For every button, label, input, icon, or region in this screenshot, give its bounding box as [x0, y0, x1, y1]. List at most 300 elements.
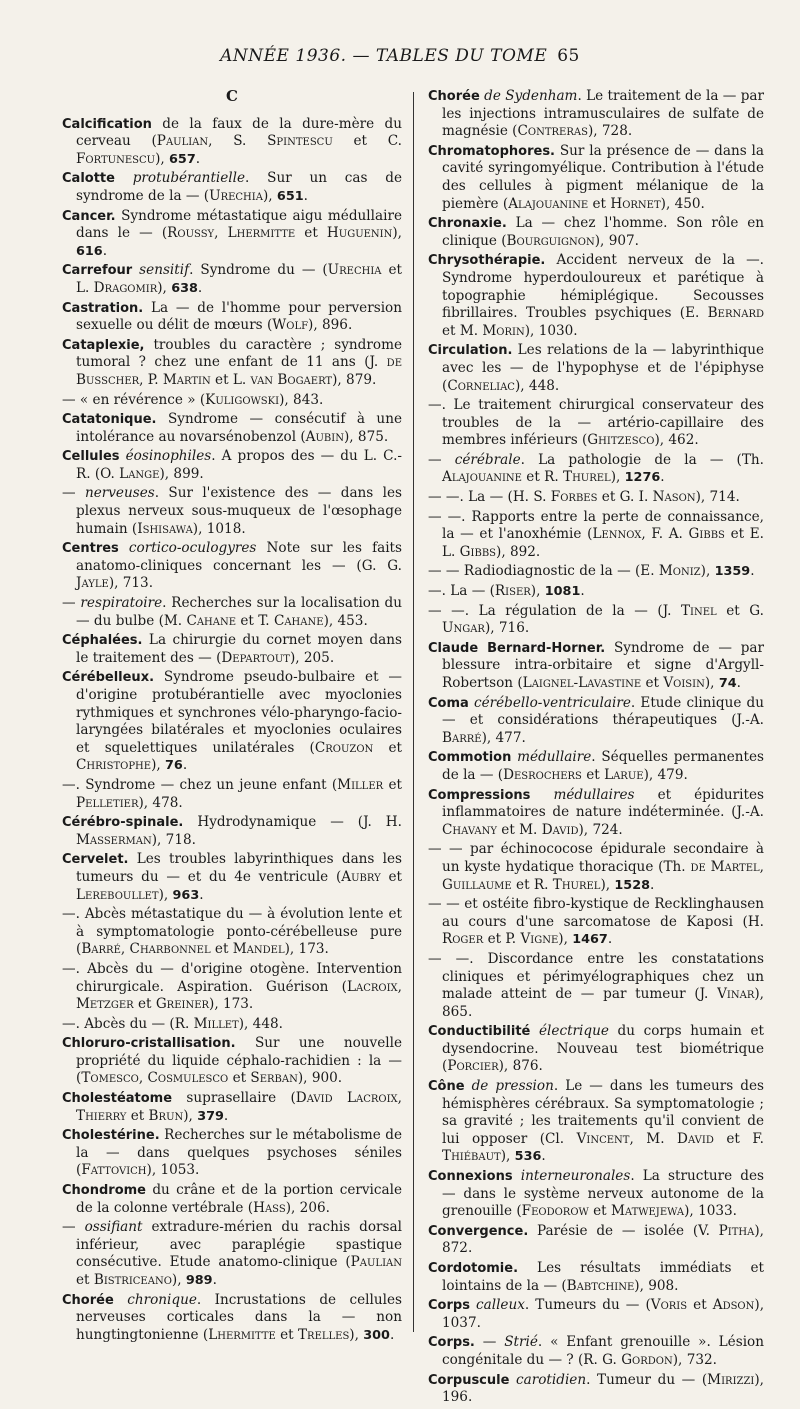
index-entry: [62, 1016, 402, 1034]
entry-text: Gibbs: [688, 526, 725, 543]
entry-text: Roger: [442, 931, 484, 948]
entry-text: .: [736, 675, 741, 691]
entry-text: Chavany: [442, 821, 497, 838]
entry-text: et: [581, 766, 605, 783]
entry-text: extradure-mérien du rachis dorsal inférieur, avec paraplégie spastique consécutive. Etude anatomo-clinique (: [76, 1219, 402, 1271]
entry-text: .: [750, 563, 755, 580]
entry-heading: Compressions: [428, 787, 531, 803]
entry-heading: Cervelet.: [62, 852, 129, 868]
entry-text: et: [275, 1326, 298, 1343]
entry-text: ),: [157, 279, 172, 296]
entry-text: [509, 1372, 516, 1388]
index-entry: [62, 961, 402, 1014]
entry-text: ),: [704, 675, 719, 691]
page-ref: 1528: [614, 877, 651, 893]
entry-text: Trelles: [297, 1326, 350, 1343]
page-ref: 379: [197, 1108, 224, 1124]
entry-text: et E. L.: [442, 526, 764, 560]
index-entry: [62, 392, 402, 410]
index-entry: [62, 208, 402, 261]
entry-text: ), 865.: [442, 986, 764, 1020]
entry-text: Babtchine: [566, 1277, 635, 1294]
entry-text: Cosmulesco: [147, 1070, 229, 1087]
entry-text: .: [541, 1148, 546, 1165]
entry-text: Lennox: [592, 526, 642, 543]
entry-text: Morin: [482, 322, 525, 339]
entry-text: ,: [120, 941, 130, 958]
entry-text: et: [641, 675, 664, 691]
entry-text: Gibbs: [459, 543, 497, 560]
page-ref: 1359: [714, 564, 751, 580]
entry-text: Recherches sur le métabolisme de la — dans quelques psychoses séniles (: [76, 1127, 402, 1179]
entry-text: cérébrale: [454, 451, 521, 468]
entry-text: ), 843.: [279, 391, 324, 408]
entry-text: Gordon: [621, 1351, 673, 1368]
index-entry: [62, 170, 402, 205]
entry-text: Millet: [193, 1015, 239, 1032]
entry-text: et R.: [521, 469, 564, 486]
entry-text: ), 1053.: [146, 1162, 200, 1179]
index-entry: [428, 1260, 764, 1295]
entry-heading: Calcification: [62, 116, 152, 132]
entry-text: .: [303, 187, 308, 204]
entry-text: cérébello-ventriculaire: [473, 694, 631, 711]
entry-text: éosinophiles: [125, 448, 212, 465]
entry-text: ), 453.: [323, 612, 368, 629]
entry-text: [530, 1023, 539, 1039]
entry-heading: Chrysothérapie.: [428, 253, 546, 269]
entry-text: ), 892.: [496, 543, 541, 560]
entry-text: . A propos des — du L. C.-R. (O.: [76, 448, 402, 482]
entry-heading: Cholestérine.: [62, 1128, 160, 1144]
page-ref: 536: [514, 1149, 542, 1165]
entry-text: et G.: [716, 602, 764, 619]
entry-text: et: [380, 868, 402, 885]
index-entry: [428, 509, 764, 562]
entry-text: ), 1030.: [524, 322, 578, 339]
page-ref: 300: [363, 1327, 390, 1343]
page-ref: 76: [165, 758, 183, 774]
index-entry: [428, 841, 764, 894]
entry-text: David: [295, 1090, 333, 1107]
entry-text: Vincent: [576, 1130, 630, 1147]
entry-text: Paulian: [156, 133, 209, 150]
entry-text: Lhermitte: [208, 1326, 276, 1343]
entry-text: et G. I.: [597, 489, 653, 506]
index-entry: [62, 1219, 402, 1289]
entry-text: ), 477.: [481, 729, 526, 746]
index-entry: [62, 337, 402, 390]
index-entry: [428, 695, 764, 748]
entry-heading: Chloruro-cristallisation.: [62, 1036, 236, 1052]
entry-text: Thierry: [76, 1107, 127, 1124]
entry-text: Aubry: [341, 868, 381, 885]
entry-text: Mandel: [232, 941, 285, 958]
index-entry: [428, 640, 764, 693]
entry-text: et M.: [442, 322, 483, 339]
page-ref: 657: [169, 151, 196, 167]
entry-text: ), 448.: [514, 377, 560, 394]
entry-text: La — chez l'homme. Son rôle en clinique (: [442, 215, 764, 249]
entry-text: . Séquelles permanentes de la — (: [442, 749, 764, 783]
entry-text: ),: [171, 1272, 186, 1288]
entry-text: —: [474, 1334, 505, 1351]
index-entry: [428, 1223, 764, 1258]
entry-text: Bourguignon: [506, 232, 595, 249]
entry-text: ),: [500, 1148, 515, 1165]
entry-text: Ishisawa: [137, 520, 193, 537]
entry-text: ,: [138, 1070, 148, 1087]
entry-text: —: [62, 1219, 85, 1236]
index-entry: [62, 300, 402, 335]
entry-text: et: [133, 996, 156, 1013]
entry-text: Charbonnel: [129, 941, 211, 958]
index-entry: [428, 1297, 764, 1332]
entry-text: David: [677, 1130, 714, 1147]
entry-heading: Cataplexie,: [62, 337, 145, 353]
entry-text: Vigne: [520, 931, 559, 948]
entry-text: ), 450.: [660, 195, 705, 212]
entry-text: .: [223, 1107, 229, 1124]
entry-text: et: [373, 739, 402, 756]
entry-text: et M.: [496, 821, 542, 838]
entry-text: ), 900.: [297, 1070, 343, 1087]
entry-text: Vinar: [717, 986, 755, 1003]
entry-text: Thiébaut: [442, 1148, 501, 1165]
entry-text: respiratoire: [80, 595, 163, 612]
entry-text: ),: [155, 150, 170, 167]
entry-text: Syndrome métastatique aigu médullaire dans le — (: [76, 207, 402, 242]
entry-text: et: [687, 1297, 713, 1314]
entry-text: chronique: [127, 1291, 197, 1308]
index-column-left: [62, 88, 402, 1346]
entry-text: . « Enfant grenouille ». Lésion congénitale du — ? (R. G.: [442, 1334, 764, 1368]
entry-heading: Cérébelleux.: [62, 670, 155, 686]
entry-heading: Corpuscule: [428, 1372, 510, 1388]
entry-text: Masserman: [76, 831, 152, 848]
entry-text: Syndrome de — par blessure intra-orbitaire et signe d'Argyll-Robertson (: [442, 639, 764, 691]
entry-heading: Cérébro-spinale.: [62, 815, 184, 831]
index-entry: [428, 397, 764, 450]
entry-text: . Syndrome du — (: [189, 262, 328, 279]
index-entry: [428, 583, 764, 601]
entry-text: Desrochers: [503, 766, 582, 783]
entry-text: Les résultats immédiats et lointains de la — (: [442, 1260, 764, 1294]
entry-text: ), 1018.: [192, 520, 246, 537]
entry-text: suprasellaire (: [172, 1090, 296, 1107]
entry-text: Urechia: [327, 262, 382, 279]
entry-text: [333, 1090, 347, 1106]
entry-text: — —. La régulation de la — (J.: [428, 602, 681, 619]
index-entry: [428, 143, 764, 213]
entry-text: ), 479.: [643, 766, 688, 783]
entry-heading: Centres: [62, 541, 119, 557]
entry-text: ), 872.: [442, 1222, 764, 1257]
index-entry: [62, 906, 402, 959]
entry-list-left: [62, 116, 402, 1345]
entry-text: Kuligowski: [205, 391, 280, 408]
entry-text: [530, 787, 553, 803]
index-entry: [62, 1127, 402, 1180]
entry-text: Bernard: [707, 305, 764, 322]
entry-heading: Corps.: [428, 1335, 475, 1351]
entry-heading: Conductibilité: [428, 1024, 531, 1040]
index-entry: [62, 669, 402, 775]
entry-text: carotidien: [516, 1371, 587, 1388]
index-entry: [62, 632, 402, 667]
entry-text: Lacroix: [346, 1090, 398, 1107]
index-entry: [62, 540, 402, 593]
entry-text: de Martel: [690, 858, 760, 875]
entry-text: Laignel-Lavastine: [522, 675, 642, 691]
index-entry: [428, 1078, 764, 1166]
entry-text: ), 173.: [209, 996, 254, 1013]
entry-text: [119, 540, 129, 556]
entry-heading: Coma: [428, 695, 469, 711]
entry-text: Strié: [504, 1334, 538, 1351]
entry-text: — —. Discordance entre les constatations cliniques et périmyélographiques chez un malade atteint de — par tumeur (J.: [428, 950, 764, 1003]
entry-text: — — Radiodiagnostic de la — (E.: [428, 563, 659, 580]
entry-text: Jayle: [76, 575, 109, 592]
entry-text: —. La — (: [428, 583, 495, 600]
entry-text: Huguenin: [326, 225, 393, 242]
entry-heading: Chondrome: [62, 1183, 146, 1199]
index-entry: [428, 342, 764, 395]
entry-text: —. Abcès du — d'origine otogène. Intervention chirurgicale. Aspiration. Guérison (: [62, 960, 402, 995]
page-header: [0, 46, 800, 66]
entry-text: Feodorow: [521, 1203, 589, 1220]
entry-text: protubérantielle: [132, 170, 246, 187]
index-entry: [62, 851, 402, 904]
entry-text: de pression: [471, 1078, 554, 1095]
entry-text: —. Abcès métastatique du — à évolution lente et à symptomatologie ponto-cérébelleuse pure (: [62, 906, 402, 958]
entry-text: ), 1037.: [442, 1297, 765, 1331]
index-entry: [428, 452, 764, 487]
entry-text: ossifiant: [84, 1219, 143, 1236]
entry-text: , S.: [208, 133, 268, 150]
entry-text: Contreras: [517, 123, 588, 140]
entry-text: , F. A.: [641, 526, 689, 543]
entry-text: Martin: [162, 371, 211, 388]
entry-heading: Céphalées.: [62, 633, 143, 649]
index-entry: [62, 1035, 402, 1088]
entry-text: et: [295, 225, 327, 242]
entry-text: . Sur l'existence des — dans les plexus nerveux sous-muqueux de l'œsophage humain (: [76, 485, 402, 537]
entry-heading: Castration.: [62, 300, 144, 316]
entry-text: .: [199, 886, 204, 903]
entry-text: Departout: [221, 649, 290, 666]
entry-text: Sur la présence de — dans la cavité syringomyélique. Contribution à l'étude des cellules à pigment mélanique de la piemère (: [442, 142, 764, 212]
entry-text: Ungar: [442, 620, 485, 637]
entry-text: . Incrustations de cellules nerveuses corticales dans la — non hungtingtonienne (: [76, 1291, 402, 1343]
page-ref: 1467: [572, 932, 608, 948]
entry-text: Adson: [712, 1297, 755, 1314]
index-entry: [62, 1182, 402, 1217]
index-entry: [428, 563, 764, 581]
entry-text: Tomesco: [81, 1070, 139, 1087]
entry-text: —: [428, 451, 455, 468]
entry-text: et: [228, 1070, 251, 1087]
entry-text: . Etude clinique du — et considérations thérapeutiques (J.-A.: [442, 694, 765, 729]
entry-text: ), 1033.: [684, 1203, 737, 1220]
entry-text: ,: [397, 978, 402, 995]
entry-text: , P.: [139, 371, 163, 388]
entry-text: . Tumeur du — (: [586, 1371, 708, 1388]
entry-text: [115, 170, 133, 186]
entry-text: ),: [262, 187, 277, 204]
entry-text: ), 896.: [308, 317, 353, 334]
entry-text: .: [389, 1326, 395, 1343]
entry-text: sensitif: [139, 262, 190, 279]
entry-text: Mirizzi: [707, 1371, 755, 1388]
entry-text: Corneliac: [447, 377, 515, 394]
entry-text: Alajouanine: [508, 195, 589, 212]
entry-text: ),: [600, 876, 615, 893]
entry-text: ),: [700, 563, 715, 580]
page-ref: 651: [276, 188, 304, 204]
entry-text: de Busscher: [76, 354, 402, 388]
entry-text: et L.: [76, 262, 402, 296]
entry-text: Barré: [81, 941, 121, 958]
page-ref: 963: [172, 887, 200, 903]
entry-list-right: [428, 88, 764, 1407]
entry-text: ), 875.: [343, 428, 389, 445]
entry-text: . Tumeurs du — (: [524, 1297, 651, 1314]
entry-text: .: [197, 279, 203, 296]
entry-text: et: [588, 1203, 611, 1220]
entry-text: Note sur les faits anatomo-cliniques concernant les — (G. G.: [76, 540, 402, 574]
entry-text: .: [660, 469, 665, 486]
entry-text: Forbes: [550, 489, 598, 506]
entry-heading: Chorée: [62, 1292, 114, 1308]
index-entry: [62, 485, 402, 538]
entry-text: . Recherches sur la localisation du — du bulbe (M.: [76, 595, 402, 629]
entry-text: électrique: [539, 1023, 609, 1040]
entry-text: Pitha: [718, 1222, 755, 1239]
entry-text: La — de l'homme pour perversion sexuelle ou délit de mœurs (: [76, 299, 402, 334]
entry-heading: Chromatophores.: [428, 143, 555, 159]
entry-text: Nason: [652, 489, 696, 506]
entry-text: ),: [349, 1326, 364, 1343]
entry-text: ,: [214, 225, 228, 242]
entry-heading: Carrefour: [62, 263, 133, 279]
entry-heading: Catatonique.: [62, 412, 157, 428]
entry-heading: Circulation.: [428, 343, 513, 359]
entry-text: ), 173.: [284, 941, 329, 958]
entry-heading: Chronaxie.: [428, 216, 507, 232]
entry-text: Lhermitte: [227, 225, 296, 242]
entry-text: Matwejewa: [610, 1203, 685, 1220]
entry-text: ),: [558, 931, 573, 948]
entry-text: et épidurites inflammatoires de nature indéterminée. (J.-A.: [442, 786, 764, 821]
entry-text: de la faux de la dure-mère du cerveau (: [76, 115, 402, 150]
entry-text: médullaires: [553, 786, 635, 803]
entry-text: Christophe: [76, 757, 152, 774]
entry-text: .: [650, 876, 655, 893]
page-ref: 1276: [624, 470, 661, 486]
entry-heading: Connexions: [428, 1169, 513, 1185]
section-letter: C: [226, 87, 238, 105]
entry-text: Cahane: [186, 612, 237, 629]
page-ref: 74: [718, 676, 737, 691]
entry-heading: Commotion: [428, 750, 512, 766]
entry-text: Lange: [119, 465, 160, 482]
entry-text: ,: [397, 1090, 402, 1107]
entry-text: .: [212, 1272, 217, 1288]
entry-text: Hornet: [610, 195, 661, 212]
entry-heading: Claude Bernard-Horner.: [428, 640, 606, 656]
index-entry: [62, 595, 402, 630]
entry-text: du corps humain et dysendocrine. Nouveau test biométrique (: [442, 1023, 764, 1075]
entry-text: Guillaume: [442, 876, 512, 893]
entry-text: ), 478.: [138, 794, 183, 811]
index-entry: [428, 1334, 764, 1369]
entry-text: Ghitzesco: [587, 432, 655, 449]
entry-text: et P.: [483, 931, 521, 948]
entry-text: — —. La — (H. S.: [428, 489, 551, 506]
entry-text: médullaire: [517, 749, 592, 766]
index-entry: [428, 951, 764, 1021]
index-entry: [62, 411, 402, 446]
entry-text: ), 713.: [108, 575, 154, 592]
entry-text: — « en révérence » (: [62, 391, 206, 408]
entry-text: et T.: [236, 612, 274, 629]
entry-text: ), 462.: [654, 432, 699, 449]
entry-text: troubles du caractère ; syndrome tumoral ? chez une enfant de 11 ans (J.: [76, 336, 402, 371]
index-entry: [428, 1023, 764, 1076]
entry-text: —: [62, 485, 85, 502]
entry-text: —. Syndrome — chez un jeune enfant (: [62, 776, 338, 793]
entry-text: Voisin: [663, 675, 705, 691]
entry-text: Fattovich: [81, 1162, 147, 1179]
index-entry: [62, 448, 402, 483]
entry-text: Hydrodynamique — (J. H.: [183, 814, 402, 831]
entry-text: Urechia: [209, 187, 263, 204]
entry-heading: Corps: [428, 1298, 470, 1314]
index-entry: [428, 1168, 764, 1221]
entry-text: Roussy: [167, 225, 215, 242]
entry-text: du crâne et de la portion cervicale de la colonne vertébrale (: [76, 1182, 402, 1216]
entry-text: Dragomir: [93, 279, 158, 296]
entry-text: . Le traitement de la — par les injections intramusculaires de sulfate de magnésie (: [442, 88, 765, 140]
entry-text: cortico-oculogyres: [128, 540, 257, 557]
entry-text: ,: [759, 858, 764, 875]
entry-text: .: [607, 931, 613, 948]
index-entry: [62, 1292, 402, 1345]
entry-text: et: [588, 195, 611, 212]
entry-text: et R.: [511, 876, 553, 893]
index-entry: [428, 88, 764, 141]
entry-text: Parésie de — isolée (V.: [528, 1222, 719, 1239]
page-ref: 616: [76, 243, 103, 259]
entry-heading: Cordotomie.: [428, 1261, 519, 1276]
entry-text: Metzger: [76, 996, 134, 1013]
entry-text: .: [102, 242, 108, 259]
entry-text: Spintescu: [267, 133, 333, 150]
index-entry: [62, 777, 402, 812]
entry-text: ), 907.: [594, 232, 639, 249]
entry-text: Miller: [337, 776, 384, 793]
entry-text: Barré: [442, 729, 482, 746]
entry-text: Serban: [250, 1070, 298, 1087]
entry-text: Les relations de la — labyrinthique avec les — de l'hypophyse et de l'épiphyse (: [442, 342, 764, 394]
entry-text: Paulian: [350, 1254, 402, 1271]
entry-text: [465, 1078, 472, 1094]
entry-text: Lereboullet: [76, 886, 159, 903]
page-number: 65: [557, 46, 580, 66]
entry-text: Thurel: [552, 876, 601, 893]
entry-heading: Chorée: [428, 89, 480, 104]
